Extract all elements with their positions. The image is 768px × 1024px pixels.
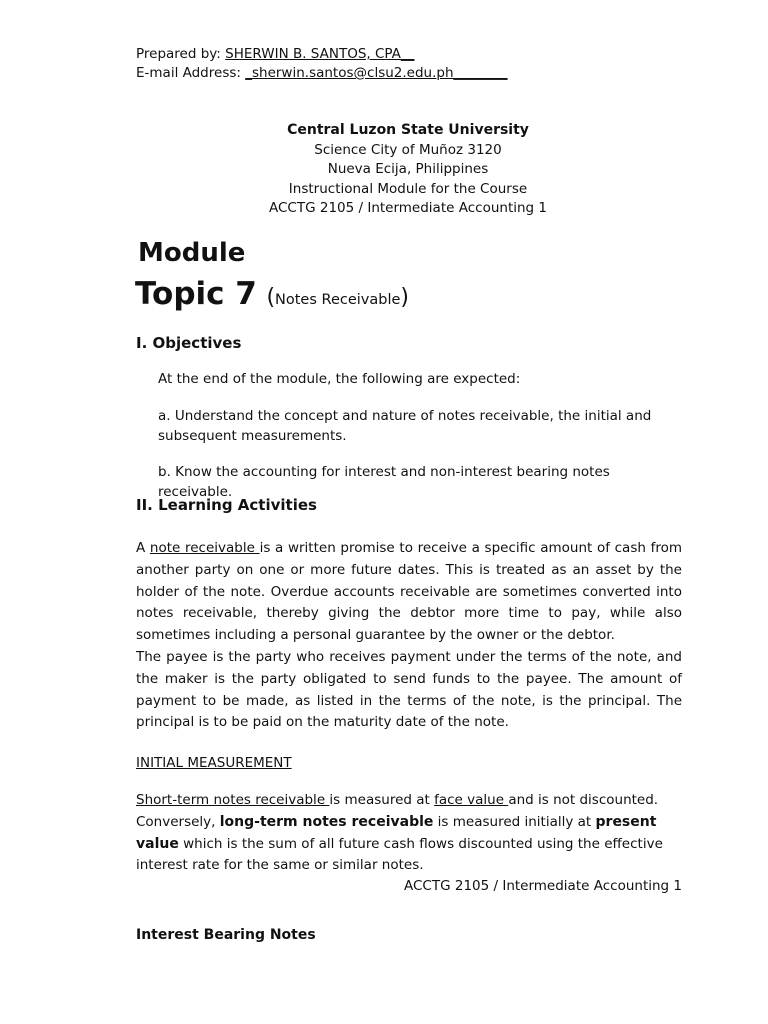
term-short-term-notes: Short-term notes receivable: [136, 792, 330, 808]
learning-activities-heading: II. Learning Activities: [136, 496, 317, 514]
topic-subtitle: Notes Receivable: [275, 292, 401, 308]
paragraph-text: which is the sum of all future cash flows discounted using the effective interest rate for the same or similar notes.: [136, 835, 663, 874]
term-face-value: face value: [434, 792, 509, 808]
term-present-value: present value: [136, 813, 657, 852]
prepared-by-label: Prepared by:: [136, 46, 226, 62]
module-title: Module: [138, 238, 246, 268]
course-code: ACCTG 2105 / Intermediate Accounting 1: [269, 200, 547, 216]
institution-block: [136, 121, 680, 219]
paren-close: ): [400, 285, 409, 310]
paragraph-text: is measured at: [329, 792, 435, 808]
term-long-term-notes: long-term notes receivable: [219, 813, 434, 830]
objectives-intro: At the end of the module, the following are expected:: [158, 371, 521, 387]
institution-address-2: Nueva Ecija, Philippines: [327, 161, 489, 177]
email-line: [136, 64, 508, 83]
objective-a: a. Understand the concept and nature of notes receivable, the initial and subsequent measurements.: [158, 408, 652, 444]
objectives-heading: I. Objectives: [136, 334, 242, 352]
topic-number: Topic 7: [135, 276, 257, 312]
module-course-label: Instructional Module for the Course: [288, 180, 528, 197]
prepared-by-line: [136, 45, 414, 64]
paragraph-text: is a written promise to receive a specific amount of cash from another party on one or more future dates. This is treated as an asset by the holder of the note. Overdue accounts receivable are sometimes converted into notes receivable, thereby giving the debtor more time to pay, while also sometimes including a personal guarantee by the owner or the debtor.: [136, 540, 682, 644]
university-name: Central Luzon State University: [287, 122, 529, 138]
initial-measurement-paragraph: [136, 790, 682, 877]
learning-paragraphs: [136, 538, 682, 734]
paren-open: (: [266, 285, 276, 310]
paragraph-text: is measured initially at: [433, 813, 596, 830]
objective-b: b. Know the accounting for interest and non-interest bearing notes receivable.: [158, 464, 610, 500]
email-label: E-mail Address:: [136, 65, 246, 81]
institution-address-1: Science City of Muñoz 3120: [314, 141, 502, 158]
paragraph-text: A: [136, 540, 150, 556]
prepared-by-value: SHERWIN B. SANTOS, CPA__: [225, 46, 415, 62]
email-value: _sherwin.santos@clsu2.edu.ph________: [245, 65, 508, 81]
page-footer-course: ACCTG 2105 / Intermediate Accounting 1: [404, 878, 682, 894]
term-note-receivable: note receivable: [149, 540, 260, 556]
paragraph-payee: The payee is the party who receives payment under the terms of the note, and the maker is the party obligated to send funds to the payee. The amount of payment to be made, as listed in the terms of the note, is the principal. The principal is to be paid on the maturity date of the note.: [136, 648, 682, 731]
topic-title: [135, 274, 409, 320]
paragraph-note-receivable: [136, 538, 682, 647]
initial-measurement-heading: INITIAL MEASUREMENT: [136, 755, 292, 771]
interest-bearing-notes-heading: Interest Bearing Notes: [136, 927, 316, 943]
paragraph-text: and is not discounted. Conversely,: [136, 792, 659, 830]
